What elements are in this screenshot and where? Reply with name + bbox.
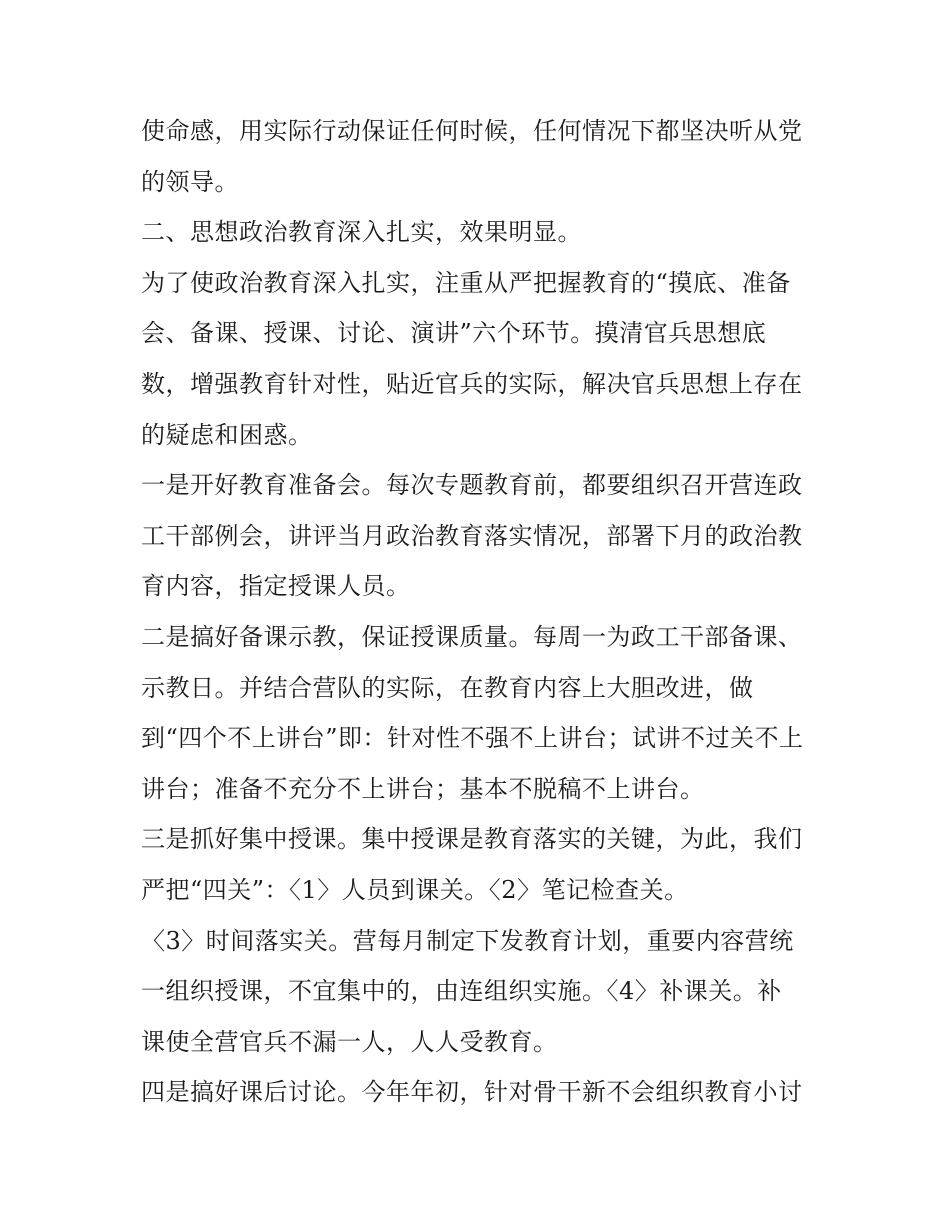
text-line: 课使全营官兵不漏一人，人人受教育。 [141,1028,558,1056]
text-line: 使命感，用实际行动保证任何时候，任何情况下都坚决听从党 [141,117,803,145]
text-line: 的领导。 [141,168,239,196]
text-line: 会、备课、授课、讨论、演讲”六个环节。摸清官兵思想底 [141,319,767,347]
text-line: 到“四个不上讲台”即：针对性不强不上讲台；试讲不过关不上 [141,724,804,752]
text-line: 严把“四关”：〈1〉人员到课关。〈2〉笔记检查关。 [141,876,689,904]
text-line: 一组织授课，不宜集中的，由连组织实施。〈4〉补课关。补 [141,977,782,1005]
text-line: 一是开好教育准备会。每次专题教育前，都要组织召开营连政 [141,471,803,499]
text-line: 讲台；准备不充分不上讲台；基本不脱稿不上讲台。 [141,775,705,803]
text-line: 四是搞好课后讨论。今年年初，针对骨干新不会组织教育小讨 [141,1078,803,1106]
text-line: 示教日。并结合营队的实际，在教育内容上大胆改进，做 [141,674,754,702]
text-line: 二是搞好备课示教，保证授课质量。每周一为政工干部备课、 [141,623,803,651]
text-line: 育内容，指定授课人员。 [141,572,411,600]
text-line: 数，增强教育针对性，贴近官兵的实际，解决官兵思想上存在 [141,370,803,398]
text-line: 三是抓好集中授课。集中授课是教育落实的关键，为此，我们 [141,825,803,853]
text-line: 为了使政治教育深入扎实，注重从严把握教育的“摸底、准备 [141,269,791,297]
text-line: 的疑虑和困惑。 [141,421,313,449]
text-line: 〈3〉时间落实关。营每月制定下发教育计划，重要内容营统 [141,927,794,955]
text-line: 工干部例会，讲评当月政治教育落实情况，部署下月的政治教 [141,522,803,550]
section-heading: 二、思想政治教育深入扎实，效果明显。 [141,218,582,246]
